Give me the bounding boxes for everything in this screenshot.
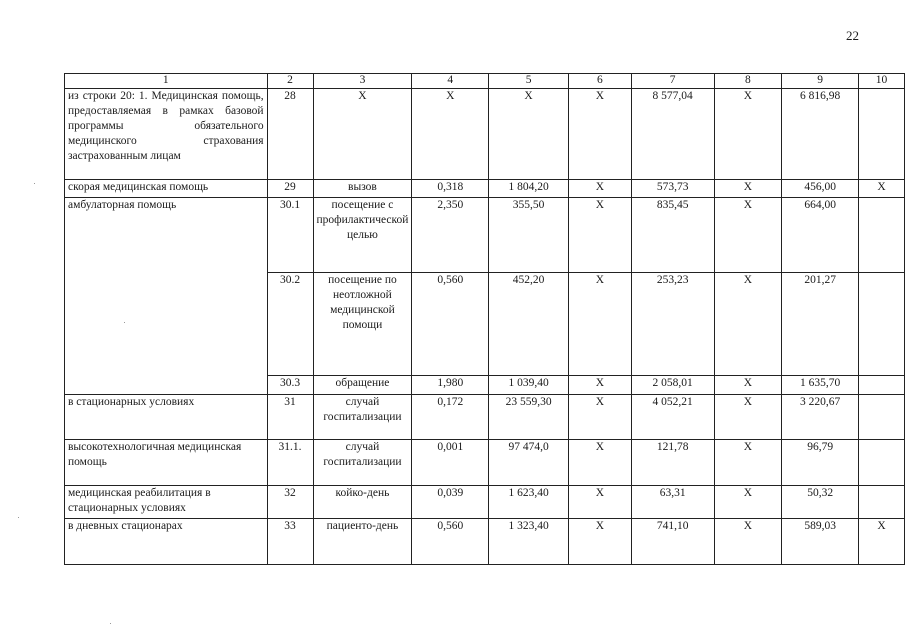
column-header: 10 [859, 74, 905, 89]
row-code: 33 [267, 519, 313, 565]
cell-col9: 50,32 [782, 486, 859, 519]
row-code: 31.1. [267, 440, 313, 486]
cell-col4: 2,350 [412, 198, 489, 273]
row-code: 28 [267, 89, 313, 180]
column-header: 5 [489, 74, 569, 89]
cell-col8: Х [714, 180, 782, 198]
cell-col6: Х [568, 519, 631, 565]
cell-col5: Х [489, 89, 569, 180]
cell-col6: Х [568, 395, 631, 440]
cell-col9: 3 220,67 [782, 395, 859, 440]
row-name: высокотехнологичная медицинская помощь [65, 440, 268, 486]
cell-col6: Х [568, 376, 631, 395]
cell-col9: 96,79 [782, 440, 859, 486]
cell-col7: 2 058,01 [631, 376, 714, 395]
page-number: 22 [846, 28, 859, 43]
cell-col5: 1 623,40 [489, 486, 569, 519]
cell-col9: 201,27 [782, 273, 859, 376]
cell-col7: 835,45 [631, 198, 714, 273]
cell-col4: 0,560 [412, 519, 489, 565]
row-code: 29 [267, 180, 313, 198]
cell-col5: 355,50 [489, 198, 569, 273]
cell-col9: 664,00 [782, 198, 859, 273]
cell-col4: 0,001 [412, 440, 489, 486]
row-name: медицинская реабилитация в стационарных условиях [65, 486, 268, 519]
row-unit: пациенто-день [313, 519, 412, 565]
cell-col9: 456,00 [782, 180, 859, 198]
cell-col4: 0,039 [412, 486, 489, 519]
cell-col6: Х [568, 440, 631, 486]
cell-col6: Х [568, 89, 631, 180]
column-header: 6 [568, 74, 631, 89]
column-header: 7 [631, 74, 714, 89]
row-code: 32 [267, 486, 313, 519]
cell-col8: Х [714, 376, 782, 395]
cell-col7: 4 052,21 [631, 395, 714, 440]
cell-col7: 253,23 [631, 273, 714, 376]
cell-col10 [859, 89, 905, 180]
cell-col9: 589,03 [782, 519, 859, 565]
table-row [65, 440, 905, 486]
column-header: 3 [313, 74, 412, 89]
table-row [65, 519, 905, 565]
cell-col7: 121,78 [631, 440, 714, 486]
cell-col8: Х [714, 273, 782, 376]
row-code: 31 [267, 395, 313, 440]
cell-col4: 0,318 [412, 180, 489, 198]
table-row [65, 198, 905, 273]
row-unit: случай госпитализации [313, 440, 412, 486]
cell-col7: 63,31 [631, 486, 714, 519]
cell-col8: Х [714, 486, 782, 519]
row-code: 30.1 [267, 198, 313, 273]
row-unit: койко-день [313, 486, 412, 519]
row-code: 30.3 [267, 376, 313, 395]
cell-col4: 0,560 [412, 273, 489, 376]
row-unit: вызов [313, 180, 412, 198]
cell-col10 [859, 273, 905, 376]
scan-speck [110, 623, 111, 624]
cell-col5: 97 474,0 [489, 440, 569, 486]
row-name: скорая медицинская помощь [65, 180, 268, 198]
cell-col5: 1 804,20 [489, 180, 569, 198]
cell-col6: Х [568, 273, 631, 376]
row-unit: обращение [313, 376, 412, 395]
cell-col4: 0,172 [412, 395, 489, 440]
row-name: из строки 20: 1. Медицинская помощь, предоставляемая в рамках базовой программы обязательного медицинского страхования застрахованным лицам [65, 89, 268, 180]
cell-col10 [859, 376, 905, 395]
cell-col10 [859, 486, 905, 519]
column-header: 9 [782, 74, 859, 89]
scan-speck [34, 183, 35, 184]
tariff-table [64, 73, 905, 565]
cell-col8: Х [714, 89, 782, 180]
table-row [65, 395, 905, 440]
column-header: 4 [412, 74, 489, 89]
cell-col4: Х [412, 89, 489, 180]
row-name: в дневных стационарах [65, 519, 268, 565]
cell-col8: Х [714, 198, 782, 273]
scan-speck [18, 517, 19, 518]
row-name: в стационарных условиях [65, 395, 268, 440]
scan-speck [124, 322, 125, 323]
column-header: 8 [714, 74, 782, 89]
cell-col6: Х [568, 180, 631, 198]
table-row [65, 486, 905, 519]
cell-col7: 741,10 [631, 519, 714, 565]
cell-col6: Х [568, 198, 631, 273]
table-row [65, 89, 905, 180]
cell-col8: Х [714, 519, 782, 565]
cell-col10 [859, 395, 905, 440]
cell-col5: 23 559,30 [489, 395, 569, 440]
cell-col6: Х [568, 486, 631, 519]
table-row [65, 180, 905, 198]
cell-col7: 8 577,04 [631, 89, 714, 180]
cell-col9: 6 816,98 [782, 89, 859, 180]
row-unit: посещение с профилактической целью [313, 198, 412, 273]
row-code: 30.2 [267, 273, 313, 376]
cell-col5: 1 039,40 [489, 376, 569, 395]
column-header: 1 [65, 74, 268, 89]
cell-col10: Х [859, 519, 905, 565]
row-unit: посещение по неотложной медицинской помощи [313, 273, 412, 376]
cell-col5: 1 323,40 [489, 519, 569, 565]
row-unit: Х [313, 89, 412, 180]
cell-col8: Х [714, 395, 782, 440]
column-number-row [65, 74, 905, 89]
cell-col10: Х [859, 180, 905, 198]
row-unit: случай госпитализации [313, 395, 412, 440]
cell-col10 [859, 198, 905, 273]
cell-col9: 1 635,70 [782, 376, 859, 395]
cell-col4: 1,980 [412, 376, 489, 395]
row-name: амбулаторная помощь [65, 198, 268, 395]
cell-col10 [859, 440, 905, 486]
cell-col8: Х [714, 440, 782, 486]
cell-col5: 452,20 [489, 273, 569, 376]
column-header: 2 [267, 74, 313, 89]
cell-col7: 573,73 [631, 180, 714, 198]
